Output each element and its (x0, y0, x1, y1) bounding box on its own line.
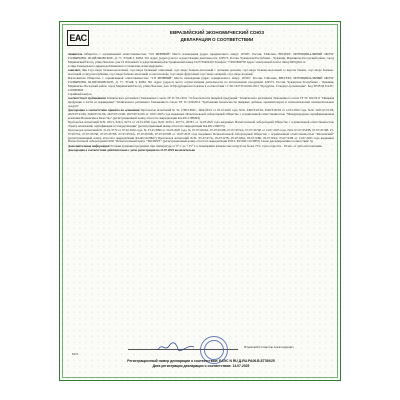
registration-number: Регистрационный номер декларации о соответствии: ЕАЭС N RU Д-RU.РА06.В.87789/25 (127, 359, 275, 363)
production-type: Серийный выпуск (68, 91, 92, 96)
union-title: ЕВРАЗИЙСКИЙ ЭКОНОМИЧЕСКИЙ СОЮЗ (169, 30, 265, 35)
validity-paragraph: Декларация о соответствии действительна с даты регистрации по 13.07.2029 включительно (68, 147, 195, 152)
representative-paragraph: в лице Генерального директора Ильинского Станислава Александровича (68, 63, 163, 68)
handwritten-signature-icon (156, 340, 196, 354)
protocols-paragraph-2: Протоколов испытаний №№ 925/3, 926/3, 927/3 от 22.01.2020 года, №№ 2676/1, 2677/1, 2678/1 от 12.03.2025 года выданных Испытательной лабораторией Общества с ограниченной ответственностью "Центр испытаний, сертификации и стандартизации" (регистрационный номер аттестата аккредитации RA.RU.21ПП75) (68, 119, 334, 128)
product-paragraph: заявляет, что Соус-пюре белково-молочный, соус-пюре белковый сливочный, соус-пюре белково-молочный с лесными орехами, соус-пюре белково-молочный со вкусом банана, соус-пюре белково-молочный со вкусом клубники, соус-пюре белково-молочный со вкусом кофе, соус-пюре фруктовый, соус-пюре овощной, соус-пюре ягодный (68, 68, 334, 76)
signatory-name: Ильинский Станислав Александрович (244, 345, 294, 349)
document-title: ДЕКЛАРАЦИЯ О СООТВЕТСТВИИ (180, 37, 254, 42)
stamp-place-label: М.П. (72, 352, 79, 356)
applicant-paragraph: Заявитель Общество с ограниченной ответственностью "СП МИРНЫЙ" Место нахождения (адрес юридического лица): 107207, Россия, Г.Москва, ВН.ТЕР.Г. МУНИЦИПАЛЬНЫЙ ОКРУГ ГОЛЬЯНОВО, Ш.ЩЁЛКОВСКОЕ, Д. 77, ЭТАЖ 3, КОМ. 301 Адрес (адреса) места осуществления деятельности: 429573, Россия, Чувашская Республика - Чувашия, Мариинско-Посадский район, город Мариинский Посад, улица Чкалова, дом 19 Основной государственный регистрационный номер 1027739420416 Телефон: +74952899758 Адрес электронной почты: mirny2005@list.ru (68, 52, 334, 64)
declaration-document (59, 21, 341, 381)
protocols-paragraph-3: Протоколов испытаний № 31-01/3774 от 07.02.2020 года, № 33-01/3996 от 24.03.2020 года, № 07-07/4543A, 07-07/4543Б, 07-07/4574А, 07-07/4574Б от 14.07.2025 года, №№ 07-07/4543В, 07-07/4574В, 07-07/4575A, 07-07/4575Б, 07-07/4575В, 07-07/4576A, 07-07/4576Б, 07-07/4576В от 19.07.2025 года выданных Испытательной лабораторией Общества с ограниченной ответственностью "Московский" (регистрационный номер аттестата аккредитации RA.RU.21НБ27) Протоколов испытаний №№ 05-07-9/7А, 05-07-9/7Б, 05-07-9/8A, 05-07-9/8Б, 05-07-9/9A, 05-07-9/9Б от 12.07.2025 года выданных Испытательной лабораторией ООО "Испытательный центр "ЭКСПЕРТ" (регистрационный номер аттестата аккредитации РОСС RU.0001.21ПН35) Схема декларирования соответствия: 3д (68, 128, 334, 144)
document-header (66, 29, 336, 49)
basis-paragraph: Декларация о соответствии принята на основании Протоколов испытаний № № 1780/СВО1/, 3464/20/01 от 20.01.2020 года, №№ 4490/3/20/04, 4500/3/20/04 от 12.03.2020 года, №№ 2021/07/21/06, 2025/07/21/06, 2026/07/21/06, 2027/07/21/06, 2027/07/21/06 от 19.07.2025 года выданных Испытательной лабораторией Общества с ограниченной ответственностью "Международная сертификационная компания Независимое Качество" (регистрационный номер аттестата аккредитации RA.RU.21HM94) (68, 108, 334, 120)
additional-info-paragraph: Дополнительная информация Условия хранения продукции: при температуре от 0° С до + 25° С в помещениях влажностью воздуха не более 75%. Срок годности - 18 мес. от даты изготовления. (68, 143, 323, 148)
registration-date: Дата регистрации декларации о соответствии: 14.07.2025 (152, 364, 250, 368)
eac-logo-icon: ЕАС (67, 30, 89, 46)
requirements-paragraph: соответствует требованиям Технического регламента Таможенного союза ТР ТС 021/2011 "О безопасности пищевой продукции" Технического регламента Таможенного союза ТР ТС 022/2011 "Пищевая продукция в части ее маркировки" Технического регламента Таможенного союза ТР ТС 029/2012 "Требования безопасности пищевых добавок, ароматизаторов и технологических вспомогательных средств" (68, 96, 334, 108)
document-body (68, 53, 334, 153)
manufacturer-paragraph: Изготовитель Общество с ограниченной ответственностью "СП МИРНЫЙ" Место нахождения (адрес юридического лица): 107207, Россия, Г.Москва, ВН.ТЕР.Г. МУНИЦИПАЛЬНЫЙ ОКРУГ ГОЛЬЯНОВО, Ш.ЩЁЛКОВСКОЕ, Д. 77, ЭТАЖ 3, КОМ. 301 Адрес (адреса) места осуществления деятельности по изготовлению продукции: 429573, Россия, Чувашская Республика - Чувашия, Мариинско-Посадский район, город Мариинский Посад, улица Чкалова, дом 19 Продукция изготовлена в соответствии с СТО 10273150-002-2015 "Продукты. Стандарт организации". Код ТН ВЭД ЕАЭС: 2103909000 (68, 76, 334, 92)
